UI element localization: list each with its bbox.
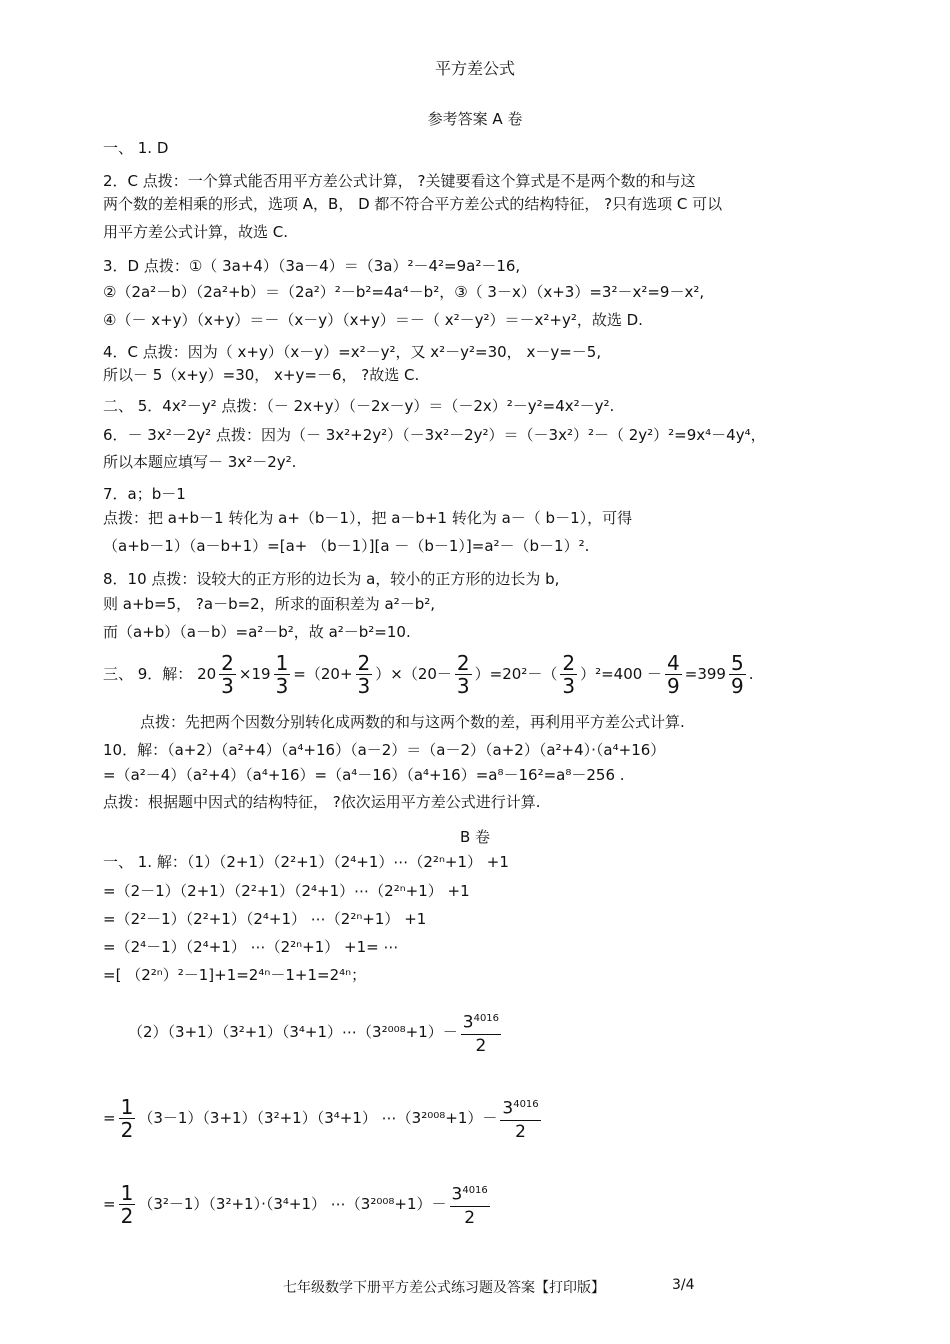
- answer-line: 所以－ 5（x+y）=30， x+y=－6， ?故选 C.: [103, 366, 420, 384]
- answer-line: =[ （2²ⁿ）²－1]+1=2⁴ⁿ－1+1=2⁴ⁿ；: [103, 966, 367, 984]
- fraction: $\frac{1}{2}$: [120, 1094, 134, 1142]
- answer-line: 二、 5．4x²－y² 点拨：（－ 2x+y）（－2x－y）＝（－2x）²－y²=4x²－y².: [103, 397, 615, 415]
- answer-line: =（2⁴－1）（2⁴+1） ⋯（2²ⁿ+1） +1= ⋯: [103, 938, 399, 956]
- q9-text: =（20+: [293, 665, 353, 683]
- answer-line: 7．a；b－1: [103, 485, 186, 503]
- q9-text: =399: [684, 665, 726, 683]
- b2-text: （2）（3+1）（3²+1）（3⁴+1）⋯（3²⁰⁰⁸+1）－: [128, 1022, 458, 1041]
- q9-text: ）×（20－: [375, 665, 452, 683]
- b2-line-2: [103, 1094, 544, 1143]
- q9-text: ×19: [238, 665, 271, 683]
- b2-eq: =: [103, 1108, 116, 1127]
- answer-line: 两个数的差相乘的形式，选项 A，B， D 都不符合平方差公式的结构特征， ?只有选项 C 可以: [103, 195, 723, 213]
- fraction: $\frac{3^{4016}}{2}$: [500, 1094, 540, 1143]
- answer-line: 点拨：先把两个因数分别转化成两数的和与这两个数的差，再利用平方差公式计算.: [140, 713, 685, 731]
- b2-line-1: [128, 1008, 504, 1057]
- answer-line: 6．－ 3x²－2y² 点拨：因为（－ 3x²+2y²）（－3x²－2y²）＝（－3x²）²－（ 2y²）²=9x⁴－4y⁴，: [103, 426, 766, 444]
- footer-title: 七年级数学下册平方差公式练习题及答案【打印版】: [283, 1280, 605, 1296]
- answer-line: 4．C 点拨：因为（ x+y）（x－y）=x²－y²，又 x²－y²=30， x－y=－5,: [103, 343, 602, 361]
- q9-text: ）²=400 －: [580, 665, 663, 683]
- q9-text: .: [748, 665, 754, 683]
- answer-line: ④（－ x+y）（x+y）＝－（x－y）（x+y）＝－（ x²－y²）＝－x²+y²，故选 D.: [103, 311, 643, 329]
- q9-text: 三、 9．解： 20: [103, 665, 217, 683]
- answer-line: 而（a+b）（a－b）=a²－b²，故 a²－b²=10.: [103, 623, 411, 641]
- answer-line: 3．D 点拨：①（ 3a+4）（3a－4）＝（3a）²－4²=9a²－16,: [103, 257, 521, 275]
- answer-line: 8．10 点拨：设较大的正方形的边长为 a，较小的正方形的边长为 b,: [103, 570, 560, 588]
- answer-line: =（a²－4）（a²+4）（a⁴+16）=（a⁴－16）（a⁴+16）=a⁸－16²=a⁸－256 .: [103, 766, 625, 784]
- answer-line: 一、 1. 解：（1）（2+1）（2²+1）（2⁴+1）⋯（2²ⁿ+1） +1: [103, 853, 509, 871]
- answer-line: （a+b－1）（a－b+1）=[a+ （b－1）][a －（b－1）]=a²－（b－1）².: [103, 537, 590, 555]
- answer-line: 2．C 点拨：一个算式能否用平方差公式计算， ?关键要看这个算式是不是两个数的和与这: [103, 172, 696, 190]
- answer-line: 点拨：把 a+b－1 转化为 a+（b－1），把 a－b+1 转化为 a－（ b－1），可得: [103, 509, 633, 527]
- fraction: $\frac{4}{9}$: [667, 651, 680, 698]
- fraction: $\frac{1}{2}$: [120, 1180, 134, 1228]
- answer-line: 点拨：根据题中因式的结构特征， ?依次运用平方差公式进行计算.: [103, 793, 541, 811]
- answers-a-title: 参考答案 A 卷: [427, 110, 523, 128]
- page-number: 3/4: [672, 1277, 695, 1293]
- fraction: $\frac{2}{3}$: [221, 651, 234, 698]
- fraction: $\frac{3^{4016}}{2}$: [461, 1008, 501, 1057]
- answer-line: =（2²－1）（2²+1）（2⁴+1） ⋯（2²ⁿ+1） +1: [103, 910, 427, 928]
- fraction: $\frac{1}{3}$: [275, 651, 289, 698]
- q9-text: ）=20²－（: [474, 665, 558, 683]
- b2-text: （3－1）（3+1）（3²+1）（3⁴+1） ⋯（3²⁰⁰⁸+1）－: [138, 1108, 498, 1127]
- fraction: $\frac{3^{4016}}{2}$: [450, 1180, 490, 1229]
- answer-line: =（2－1）（2+1）（2²+1）（2⁴+1）⋯（2²ⁿ+1） +1: [103, 882, 470, 900]
- b2-line-3: [103, 1180, 493, 1229]
- b2-eq: =: [103, 1194, 116, 1213]
- answer-line: ②（2a²－b）（2a²+b）＝（2a²）²－b²=4a⁴－b²，③（ 3－x）（x+3）=3²－x²=9－x²,: [103, 283, 705, 301]
- b2-text: （3²－1）（3²+1）·（3⁴+1） ⋯（3²⁰⁰⁸+1）－: [138, 1194, 447, 1213]
- answer-line: 所以本题应填写－ 3x²－2y².: [103, 453, 297, 471]
- fraction: $\frac{2}{3}$: [562, 651, 576, 698]
- doc-title: 平方差公式: [434, 59, 515, 78]
- answer-line: 一、 1. D: [103, 139, 169, 157]
- answer-line: 则 a+b=5， ?a－b=2，所求的面积差为 a²－b²,: [103, 595, 435, 613]
- q9-equation: [103, 652, 754, 697]
- fraction: $\frac{2}{3}$: [456, 651, 470, 698]
- answer-line: 10．解：（a+2）（a²+4）（a⁴+16）（a－2）＝（a－2）（a+2）（a²+4）·（a⁴+16）: [103, 741, 666, 759]
- fraction: $\frac{2}{3}$: [357, 651, 371, 698]
- answer-line: 用平方差公式计算，故选 C.: [103, 223, 289, 241]
- fraction: $\frac{5}{9}$: [730, 651, 744, 698]
- answers-b-title: B 卷: [459, 828, 491, 846]
